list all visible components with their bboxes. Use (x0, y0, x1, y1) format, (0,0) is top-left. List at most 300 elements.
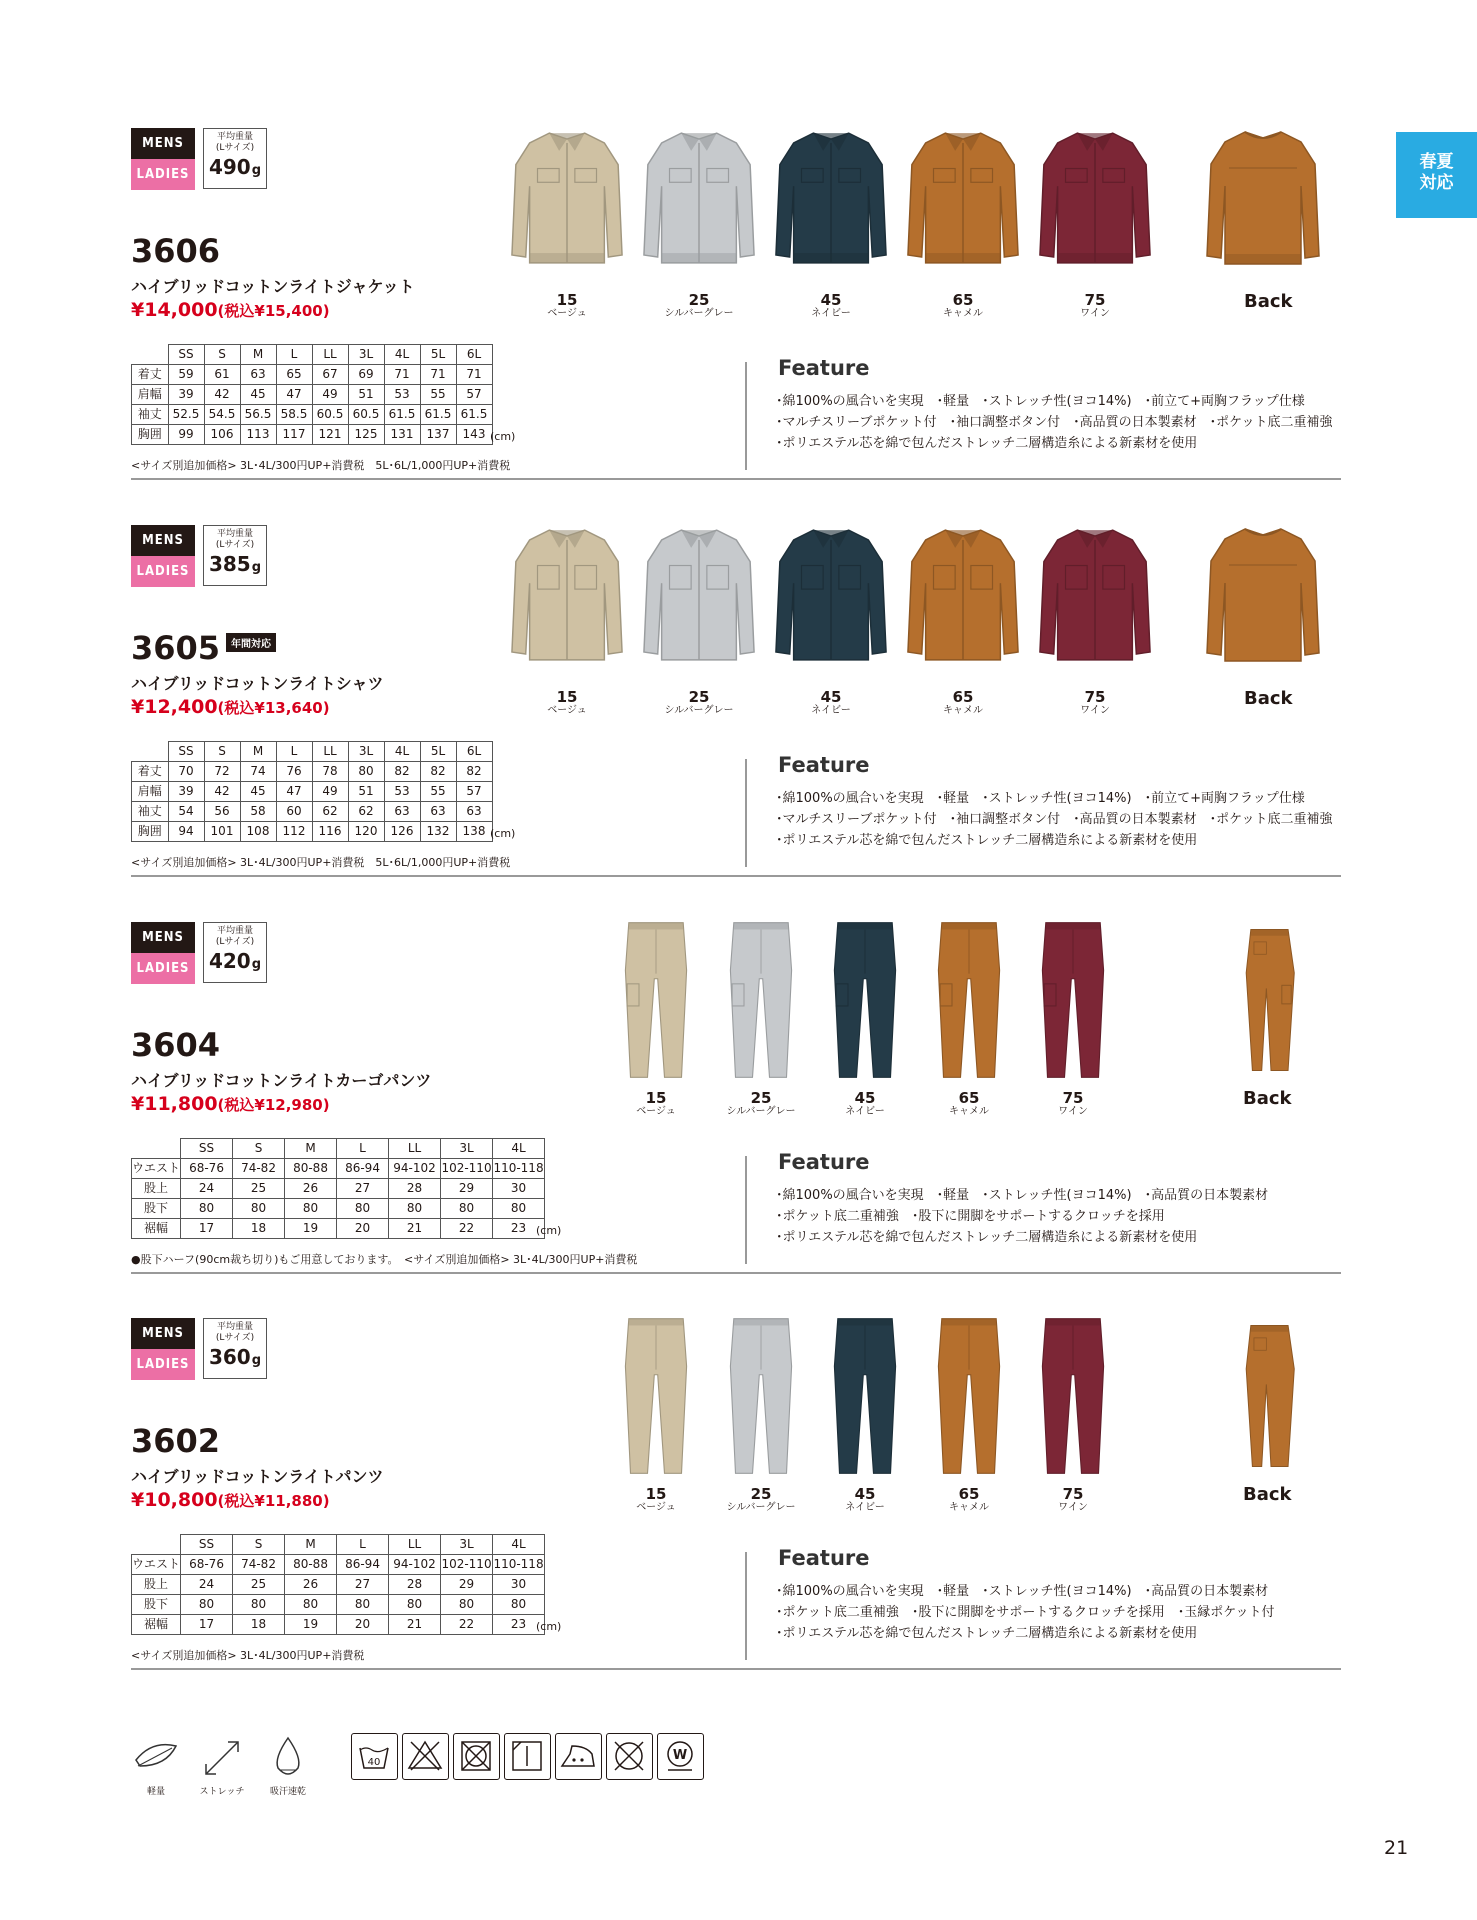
price-value: ¥14,000 (131, 299, 218, 321)
feature-line: ･綿100%の風合いを実現 ･軽量 ･ストレッチ性(ヨコ14%) ･高品質の日本製素材 (776, 1188, 1269, 1203)
size-cell: 18 (233, 1615, 285, 1635)
size-cell: 86-94 (337, 1159, 389, 1179)
garment-color-75 (1036, 124, 1154, 274)
size-cell: 55 (420, 782, 456, 802)
unit-cm: (cm) (490, 430, 516, 443)
size-cell: 71 (384, 365, 420, 385)
color-name: キャメル (943, 308, 983, 319)
color-name: シルバーグレー (726, 1106, 796, 1117)
size-row-label: 股上 (132, 1179, 181, 1199)
color-number: 15 (556, 291, 578, 309)
size-cell: 70 (168, 762, 204, 782)
size-cell: 74-82 (233, 1159, 285, 1179)
size-cell: 67 (312, 365, 348, 385)
size-cell: 25 (233, 1575, 285, 1595)
size-row (132, 782, 493, 802)
feature-line: ･ポリエステル芯を綿で包んだストレッチ二層構造糸による新素材を使用 (776, 436, 1198, 451)
gender-badges (131, 128, 195, 190)
garment-color-75 (1039, 1308, 1107, 1484)
product-number: 3606 (131, 232, 221, 270)
weight-label: 平均重量 (Lサイズ) (215, 529, 255, 550)
garment-color-75 (1039, 912, 1107, 1088)
no-tumble-dry-icon (453, 1733, 500, 1780)
size-header-3L: 3L (348, 742, 384, 762)
feature-line: ･ポリエステル芯を綿で包んだストレッチ二層構造糸による新素材を使用 (776, 833, 1198, 848)
feature-line: ･綿100%の風合いを実現 ･軽量 ･ストレッチ性(ヨコ14%) ･前立て+両胸フラップ仕様 (776, 791, 1305, 806)
gender-badges (131, 922, 195, 984)
size-header-L: L (337, 1139, 389, 1159)
size-cell: 102-110 (441, 1159, 493, 1179)
garment-color-15 (508, 521, 626, 671)
size-cell: 51 (348, 385, 384, 405)
size-cell: 80 (389, 1595, 441, 1615)
color-number: 75 (1084, 688, 1106, 706)
size-row-label: 着丈 (132, 365, 169, 385)
size-table-corner (132, 1535, 181, 1555)
size-table (131, 1534, 545, 1635)
size-header-row (132, 742, 493, 762)
size-row-label: 胸囲 (132, 425, 169, 445)
size-cell: 62 (312, 802, 348, 822)
size-row (132, 365, 493, 385)
size-cell: 80-88 (285, 1555, 337, 1575)
feature-line: ･マルチスリーブポケット付 ･袖口調整ボタン付 ･高品質の日本製素材 ･ポケット底二重補強 (776, 415, 1333, 430)
size-cell: 56 (204, 802, 240, 822)
year-round-tag: 年間対応 (226, 633, 276, 652)
size-cell: 42 (204, 782, 240, 802)
garment-color-45 (831, 912, 899, 1088)
color-name: シルバーグレー (664, 705, 734, 716)
size-price-note: <サイズ別追加価格> 3L･4L/300円UP+消費税 5L･6L/1,000円UP+消費税 (131, 459, 511, 472)
size-row-label: 股下 (132, 1595, 181, 1615)
garment-color-65 (904, 124, 1022, 274)
size-cell: 57 (456, 782, 492, 802)
product-section-3605 (0, 525, 1477, 921)
feature-title: Feature (778, 1546, 870, 1570)
color-number: 25 (750, 1089, 772, 1107)
feature-title: Feature (778, 1150, 870, 1174)
size-row (132, 1555, 545, 1575)
divider-horizontal (131, 875, 1341, 877)
water-drop-icon (264, 1736, 312, 1780)
size-cell: 82 (420, 762, 456, 782)
size-cell: 20 (337, 1219, 389, 1239)
size-header-4L: 4L (493, 1139, 545, 1159)
size-header-row (132, 345, 493, 365)
size-cell: 80 (181, 1199, 233, 1219)
weight-box (203, 922, 267, 983)
size-cell: 53 (384, 782, 420, 802)
size-cell: 28 (389, 1179, 441, 1199)
color-number: 25 (750, 1485, 772, 1503)
size-header-row (132, 1139, 545, 1159)
size-row-label: 股下 (132, 1199, 181, 1219)
size-header-M: M (285, 1139, 337, 1159)
weight-label: 平均重量 (Lサイズ) (215, 1322, 255, 1343)
size-cell: 26 (285, 1179, 337, 1199)
size-cell: 45 (240, 385, 276, 405)
product-section-3602 (0, 1318, 1477, 1714)
garment-color-65 (935, 1308, 1003, 1484)
size-header-3L: 3L (348, 345, 384, 365)
size-cell: 61.5 (420, 405, 456, 425)
size-cell: 29 (441, 1179, 493, 1199)
size-price-note: <サイズ別追加価格> 3L･4L/300円UP+消費税 5L･6L/1,000円UP+消費税 (131, 856, 511, 869)
size-header-row (132, 1535, 545, 1555)
no-dryclean-icon (606, 1733, 653, 1780)
color-name: ベージュ (547, 308, 587, 319)
size-cell: 80 (389, 1199, 441, 1219)
size-cell: 72 (204, 762, 240, 782)
size-row-label: 肩幅 (132, 385, 169, 405)
size-cell: 76 (276, 762, 312, 782)
size-header-4L: 4L (384, 345, 420, 365)
size-cell: 126 (384, 822, 420, 842)
feature-line: ･ポリエステル芯を綿で包んだストレッチ二層構造糸による新素材を使用 (776, 1230, 1198, 1245)
garment-color-75 (1036, 521, 1154, 671)
size-cell: 80 (493, 1595, 545, 1615)
size-cell: 59 (168, 365, 204, 385)
size-cell: 69 (348, 365, 384, 385)
price-value: ¥11,800 (131, 1093, 218, 1115)
size-cell: 22 (441, 1219, 493, 1239)
size-cell: 22 (441, 1615, 493, 1635)
ladies-badge: LADIES (131, 556, 195, 587)
divider-horizontal (131, 478, 1341, 480)
size-cell: 61.5 (456, 405, 492, 425)
wet-clean-text: W (672, 1748, 688, 1763)
size-header-5L: 5L (420, 742, 456, 762)
color-number: 65 (958, 1485, 980, 1503)
size-cell: 80 (441, 1199, 493, 1219)
color-name: ワイン (1058, 1502, 1088, 1513)
garment-back-view (1240, 912, 1302, 1088)
weight-box (203, 1318, 267, 1379)
size-cell: 45 (240, 782, 276, 802)
feature-line: ･ポケット底二重補強 ･股下に開脚をサポートするクロッチを採用 ･玉縁ポケット付 (776, 1605, 1275, 1620)
size-header-M: M (240, 742, 276, 762)
wet-clean-icon (657, 1733, 704, 1780)
size-cell: 113 (240, 425, 276, 445)
weight-box (203, 128, 267, 189)
size-cell: 71 (456, 365, 492, 385)
size-cell: 61 (204, 365, 240, 385)
size-cell: 86-94 (337, 1555, 389, 1575)
garment-color-45 (772, 521, 890, 671)
size-row (132, 822, 493, 842)
size-cell: 18 (233, 1219, 285, 1239)
ladies-badge: LADIES (131, 1349, 195, 1380)
color-name: ワイン (1080, 705, 1110, 716)
size-header-3L: 3L (441, 1535, 493, 1555)
weight-number: 360 (208, 1345, 251, 1369)
size-row (132, 1219, 545, 1239)
price-value: ¥12,400 (131, 696, 218, 718)
weight-unit: g (251, 957, 262, 972)
size-row-label: 裾幅 (132, 1219, 181, 1239)
size-cell: 60.5 (348, 405, 384, 425)
weight-number: 490 (208, 155, 251, 179)
size-cell: 27 (337, 1575, 389, 1595)
iron-medium-icon (555, 1733, 602, 1780)
size-cell: 110-118 (493, 1555, 545, 1575)
size-header-3L: 3L (441, 1139, 493, 1159)
size-header-S: S (204, 742, 240, 762)
size-price-note: <サイズ別追加価格> 3L･4L/300円UP+消費税 (131, 1649, 365, 1662)
color-name: ベージュ (636, 1106, 676, 1117)
size-cell: 99 (168, 425, 204, 445)
size-row (132, 802, 493, 822)
size-cell: 17 (181, 1615, 233, 1635)
size-row (132, 405, 493, 425)
size-cell: 131 (384, 425, 420, 445)
garment-back-view (1203, 124, 1323, 274)
price-with-tax: (税込¥13,640) (217, 699, 330, 717)
size-cell: 54.5 (204, 405, 240, 425)
stretch-arrow-icon (198, 1736, 246, 1780)
size-cell: 26 (285, 1575, 337, 1595)
size-cell: 30 (493, 1575, 545, 1595)
size-header-M: M (240, 345, 276, 365)
size-cell: 132 (420, 822, 456, 842)
size-cell: 65 (276, 365, 312, 385)
garment-color-45 (772, 124, 890, 274)
size-cell: 54 (168, 802, 204, 822)
size-row-label: 袖丈 (132, 802, 169, 822)
size-cell: 42 (204, 385, 240, 405)
size-cell: 62 (348, 802, 384, 822)
mens-badge: MENS (131, 128, 195, 159)
size-header-SS: SS (168, 345, 204, 365)
size-header-M: M (285, 1535, 337, 1555)
size-cell: 56.5 (240, 405, 276, 425)
product-price (131, 299, 330, 321)
care-icon-label: 軽量 (146, 1787, 165, 1797)
garment-color-65 (904, 521, 1022, 671)
feature-line: ･ポケット底二重補強 ･股下に開脚をサポートするクロッチを採用 (776, 1209, 1165, 1224)
color-number: 15 (556, 688, 578, 706)
product-price (131, 1489, 330, 1511)
gender-badges (131, 1318, 195, 1380)
size-header-LL: LL (389, 1139, 441, 1159)
size-cell: 80 (337, 1199, 389, 1219)
garment-color-25 (640, 124, 758, 274)
size-header-S: S (204, 345, 240, 365)
size-cell: 80-88 (285, 1159, 337, 1179)
color-number: 75 (1062, 1089, 1084, 1107)
size-cell: 55 (420, 385, 456, 405)
size-row-label: 着丈 (132, 762, 169, 782)
price-with-tax: (税込¥15,400) (217, 302, 330, 320)
mens-badge: MENS (131, 922, 195, 953)
size-cell: 94-102 (389, 1555, 441, 1575)
weight-unit: g (251, 163, 262, 178)
size-cell: 63 (456, 802, 492, 822)
size-row-label: ウエスト (132, 1555, 181, 1575)
unit-cm: (cm) (490, 827, 516, 840)
size-cell: 80 (493, 1199, 545, 1219)
product-price (131, 1093, 330, 1115)
garment-back-view (1203, 521, 1323, 671)
size-cell: 57 (456, 385, 492, 405)
color-number: 15 (645, 1485, 667, 1503)
color-name: ネイビー (811, 705, 851, 716)
size-header-6L: 6L (456, 345, 492, 365)
size-row (132, 1575, 545, 1595)
feature-line: ･綿100%の風合いを実現 ･軽量 ･ストレッチ性(ヨコ14%) ･高品質の日本製素材 (776, 1584, 1269, 1599)
care-icon-label: 吸汗速乾 (269, 1787, 306, 1797)
garment-color-45 (831, 1308, 899, 1484)
weight-value (204, 1345, 266, 1373)
size-table (131, 344, 493, 445)
color-number: 15 (645, 1089, 667, 1107)
unit-cm: (cm) (536, 1620, 562, 1633)
size-row-label: 股上 (132, 1575, 181, 1595)
color-name: シルバーグレー (726, 1502, 796, 1513)
price-with-tax: (税込¥11,880) (217, 1492, 330, 1510)
size-cell: 68-76 (181, 1159, 233, 1179)
size-row (132, 1199, 545, 1219)
color-name: ネイビー (811, 308, 851, 319)
size-header-SS: SS (181, 1535, 233, 1555)
garment-color-25 (727, 1308, 795, 1484)
size-table-corner (132, 345, 169, 365)
size-cell: 110-118 (493, 1159, 545, 1179)
size-table-corner (132, 742, 169, 762)
size-cell: 143 (456, 425, 492, 445)
product-section-3604 (0, 922, 1477, 1318)
size-row (132, 425, 493, 445)
size-cell: 21 (389, 1615, 441, 1635)
size-cell: 80 (285, 1199, 337, 1219)
garment-color-65 (935, 912, 1003, 1088)
size-cell: 63 (420, 802, 456, 822)
size-header-L: L (337, 1535, 389, 1555)
weight-number: 420 (208, 949, 251, 973)
size-cell: 106 (204, 425, 240, 445)
size-cell: 49 (312, 782, 348, 802)
divider-horizontal (131, 1272, 1341, 1274)
color-number: 65 (958, 1089, 980, 1107)
size-table (131, 1138, 545, 1239)
size-cell: 58.5 (276, 405, 312, 425)
size-cell: 94-102 (389, 1159, 441, 1179)
size-row-label: ウエスト (132, 1159, 181, 1179)
color-number: 75 (1062, 1485, 1084, 1503)
mens-badge: MENS (131, 1318, 195, 1349)
divider-vertical (745, 1552, 747, 1660)
size-cell: 39 (168, 782, 204, 802)
size-cell: 125 (348, 425, 384, 445)
divider-vertical (745, 1156, 747, 1264)
size-cell: 60.5 (312, 405, 348, 425)
garment-color-15 (508, 124, 626, 274)
size-cell: 20 (337, 1615, 389, 1635)
size-price-note: ●股下ハーフ(90cm裁ち切り)もご用意しております。 <サイズ別追加価格> 3L･4L/300円UP+消費税 (131, 1253, 638, 1266)
size-cell: 24 (181, 1179, 233, 1199)
feature-line: ･ポリエステル芯を綿で包んだストレッチ二層構造糸による新素材を使用 (776, 1626, 1198, 1641)
size-cell: 138 (456, 822, 492, 842)
color-number: 45 (854, 1485, 876, 1503)
ladies-badge: LADIES (131, 159, 195, 190)
size-cell: 108 (240, 822, 276, 842)
feather-icon (132, 1736, 180, 1780)
size-header-SS: SS (181, 1139, 233, 1159)
color-number: 65 (952, 291, 974, 309)
size-table-corner (132, 1139, 181, 1159)
season-tab-line2: 対応 (1419, 173, 1454, 193)
size-cell: 61.5 (384, 405, 420, 425)
size-cell: 80 (348, 762, 384, 782)
size-cell: 49 (312, 385, 348, 405)
size-cell: 68-76 (181, 1555, 233, 1575)
size-header-6L: 6L (456, 742, 492, 762)
weight-number: 385 (208, 552, 251, 576)
size-row (132, 762, 493, 782)
size-cell: 137 (420, 425, 456, 445)
unit-cm: (cm) (536, 1224, 562, 1237)
product-number: 3604 (131, 1026, 221, 1064)
gender-badges (131, 525, 195, 587)
size-cell: 19 (285, 1615, 337, 1635)
size-cell: 80 (285, 1595, 337, 1615)
size-row-label: 肩幅 (132, 782, 169, 802)
size-cell: 80 (181, 1595, 233, 1615)
size-header-LL: LL (312, 742, 348, 762)
color-name: ワイン (1058, 1106, 1088, 1117)
size-header-SS: SS (168, 742, 204, 762)
divider-vertical (745, 362, 747, 470)
size-cell: 60 (276, 802, 312, 822)
care-icon-label: ストレッチ (199, 1787, 245, 1797)
weight-value (204, 155, 266, 183)
divider-horizontal (131, 1668, 1341, 1670)
back-label: Back (1244, 688, 1293, 709)
wash-40-icon (351, 1733, 398, 1780)
size-cell: 58 (240, 802, 276, 822)
size-cell: 39 (168, 385, 204, 405)
size-header-S: S (233, 1139, 285, 1159)
size-row-label: 胸囲 (132, 822, 169, 842)
size-header-S: S (233, 1535, 285, 1555)
color-name: キャメル (943, 705, 983, 716)
size-header-LL: LL (389, 1535, 441, 1555)
size-cell: 52.5 (168, 405, 204, 425)
size-row (132, 1615, 545, 1635)
line-dry-shade-icon (504, 1733, 551, 1780)
size-cell: 63 (384, 802, 420, 822)
size-cell: 19 (285, 1219, 337, 1239)
wash-temp-text: 40 (367, 1757, 381, 1768)
product-section-3606 (0, 128, 1477, 524)
size-cell: 74 (240, 762, 276, 782)
color-name: ネイビー (845, 1106, 885, 1117)
weight-box (203, 525, 267, 586)
size-row (132, 1159, 545, 1179)
size-row-label: 裾幅 (132, 1615, 181, 1635)
size-cell: 117 (276, 425, 312, 445)
color-name: ワイン (1080, 308, 1110, 319)
product-number: 3602 (131, 1422, 221, 1460)
back-label: Back (1243, 1088, 1292, 1109)
size-cell: 17 (181, 1219, 233, 1239)
size-header-L: L (276, 345, 312, 365)
back-label: Back (1244, 291, 1293, 312)
product-price (131, 696, 330, 718)
size-row (132, 1595, 545, 1615)
no-bleach-icon (402, 1733, 449, 1780)
color-number: 65 (952, 688, 974, 706)
